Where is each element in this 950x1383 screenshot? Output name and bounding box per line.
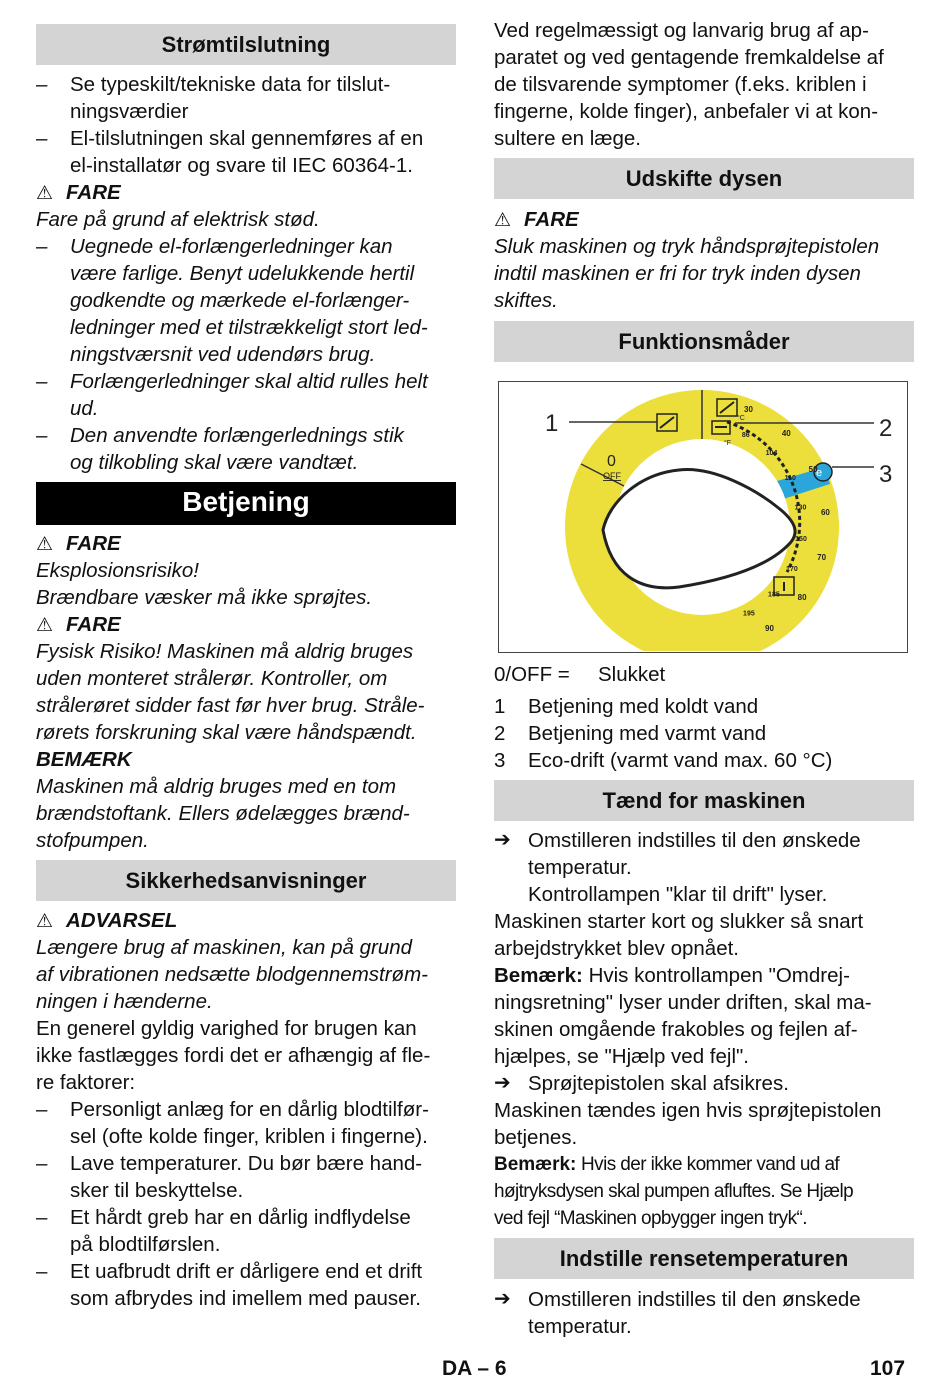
callout-2: 2 <box>879 415 893 442</box>
warning-triangle-icon: ⚠ <box>36 911 54 932</box>
body-text: En generel gyldig varighed for brugen kan <box>36 1017 417 1040</box>
list-item-cont: sker til beskyttelse. <box>70 1179 244 1202</box>
step-item: ➔ Omstilleren indstilles til den ønskede <box>494 829 861 852</box>
selector-dial-figure <box>498 381 908 653</box>
fahrenheit-tick-label: 170 <box>786 565 798 573</box>
body-text: fingerne, kolde finger), anbefaler vi at kon- <box>494 100 879 123</box>
warning-label: ⚠ FARE <box>494 206 914 233</box>
page-number: 107 <box>870 1357 906 1380</box>
body-text: Maskinen starter kort og slukker så snart <box>494 910 864 933</box>
warning-triangle-icon: ⚠ <box>494 210 512 231</box>
off-value: Slukket <box>598 663 666 686</box>
fahrenheit-tick-label: 130 <box>794 504 807 512</box>
list-item: – Personligt anlæg for en dårlig blodtilfør- <box>36 1098 429 1121</box>
list-item: 1 Betjening med koldt vand <box>494 695 759 718</box>
warning-text: Fare på grund af elektrisk stød. <box>36 208 320 231</box>
celsius-tick-label: 60 <box>820 508 830 518</box>
fahrenheit-tick-label: 185 <box>768 591 780 599</box>
arrow-right-icon: ➔ <box>494 1288 511 1310</box>
list-item-cont: el-installatør og svare til IEC 60364-1. <box>70 154 413 177</box>
arrow-right-icon: ➔ <box>494 829 511 851</box>
svg-text:°C: °C <box>737 415 745 422</box>
svg-text:°F: °F <box>724 440 732 447</box>
sikker-block <box>36 907 456 1312</box>
list-item-cont: sel (ofte kolde finger, kriblen i fingerne). <box>70 1125 428 1148</box>
note-text: ved fejl “Maskinen opbygger ingen tryk“. <box>494 1208 807 1229</box>
list-item-cont: være farlige. Benyt udelukkende hertil <box>70 262 415 285</box>
warning-text: ningen i hænderne. <box>36 990 213 1013</box>
warning-text: Brændbare væsker må ikke sprøjtes. <box>36 586 373 609</box>
body-text: paratet og ved gentagende fremkaldelse af <box>494 46 884 69</box>
off-zero-label: 0 <box>607 453 616 470</box>
warning-text: strålerøret sidder fast før hver brug. Stråle- <box>36 694 425 717</box>
callout-3: 3 <box>879 461 893 488</box>
celsius-tick-label: 40 <box>781 429 791 439</box>
warning-triangle-icon: ⚠ <box>36 534 54 555</box>
celsius-tick-label: 30 <box>744 405 753 414</box>
list-item: – Forlængerledninger skal altid rulles helt <box>36 370 428 393</box>
warning-label: ⚠ FARE <box>36 179 456 206</box>
warning-label: ⚠ FARE <box>36 611 456 638</box>
warning-text: Eksplosionsrisiko! <box>36 559 199 582</box>
note-text: skinen omgående frakobles og fejlen af- <box>494 1018 858 1041</box>
list-item-cont: ledninger med et tilstrækkeligt stort led- <box>70 316 428 339</box>
list-item: 2 Betjening med varmt vand <box>494 722 767 745</box>
heading-funktionsmader: Funktionsmåder <box>494 321 914 362</box>
warning-text: Længere brug af maskinen, kan på grund <box>36 936 413 959</box>
list-item-cont: som afbrydes ind imellem med pauser. <box>70 1287 421 1310</box>
step-item: ➔ Omstilleren indstilles til den ønskede <box>494 1288 861 1311</box>
warning-text: uden monteret strålerør. Kontroller, om <box>36 667 388 690</box>
warning-text: skiftes. <box>494 289 558 312</box>
intro-block <box>494 17 914 152</box>
fahrenheit-tick-label: 150 <box>795 535 807 543</box>
heading-indstille-rensetemperaturen: Indstille rensetemperaturen <box>494 1238 914 1279</box>
betjening-block <box>36 530 456 854</box>
arrow-right-icon: ➔ <box>494 1072 511 1094</box>
list-item-cont: ningstværsnit ved udendørs brug. <box>70 343 376 366</box>
list-item-cont: ud. <box>70 397 99 420</box>
list-item: – Et hårdt greb har en dårlig indflydelse <box>36 1206 411 1229</box>
warning-label: ⚠ ADVARSEL <box>36 907 456 934</box>
list-item: – Se typeskilt/tekniske data for tilslut- <box>36 73 391 96</box>
celsius-tick-label: 50 <box>808 465 818 474</box>
body-text: Maskinen tændes igen hvis sprøjtepistolen <box>494 1099 882 1122</box>
warning-text: af vibrationen nedsætte blodgennemstrøm- <box>36 963 428 986</box>
warning-label: ⚠ FARE <box>36 530 456 557</box>
step-item: ➔ Sprøjtepistolen skal afsikres. <box>494 1072 789 1095</box>
svg-text:e: e <box>815 467 823 479</box>
off-key: 0/OFF = <box>494 663 570 686</box>
list-item-cont: godkendte og mærkede el-forlænger- <box>70 289 410 312</box>
fahrenheit-tick-label: 104 <box>765 450 778 458</box>
dysen-block <box>494 206 914 314</box>
note-text: Bemærk: Hvis der ikke kommer vand ud af <box>494 1154 840 1175</box>
dial-illustration <box>499 382 906 651</box>
step-item-cont: temperatur. <box>528 1315 632 1338</box>
indstille-block <box>494 1286 914 1340</box>
heading-taend-for-maskinen: Tænd for maskinen <box>494 780 914 821</box>
list-item: – Lave temperaturer. Du bør bære hand- <box>36 1152 423 1175</box>
celsius-tick-label: 80 <box>797 593 807 603</box>
celsius-tick-label: 90 <box>765 624 774 633</box>
list-item: – El-tilslutningen skal gennemføres af en <box>36 127 424 150</box>
warning-triangle-icon: ⚠ <box>36 615 54 636</box>
body-text: arbejdstrykket blev opnået. <box>494 937 739 960</box>
step-item-cont: temperatur. <box>528 856 632 879</box>
note-text: ningsretning" lyser under driften, skal ma- <box>494 991 872 1014</box>
list-item-cont: på blodtilførslen. <box>70 1233 221 1256</box>
notice-text: Maskinen må aldrig bruges med en tom <box>36 775 397 798</box>
heading-sikkerhedsanvisninger: Sikkerhedsanvisninger <box>36 860 456 901</box>
taend-block <box>494 827 914 1232</box>
list-item: – Uegnede el-forlængerledninger kan <box>36 235 393 258</box>
notice-text: brændstoftank. Ellers ødelægges brænd- <box>36 802 410 825</box>
fahrenheit-tick-label: 110 <box>784 475 796 483</box>
body-text: ikke fastlægges fordi det er afhængig af fle- <box>36 1044 431 1067</box>
list-item: 3 Eco-drift (varmt vand max. 60 °C) <box>494 749 833 772</box>
warning-text: Sluk maskinen og tryk håndsprøjtepistolen <box>494 235 880 258</box>
heading-stromtilslutning: Strømtilslutning <box>36 24 456 65</box>
fahrenheit-tick-label: 195 <box>743 610 755 618</box>
notice-label: BEMÆRK <box>36 748 132 771</box>
list-item: – Et uafbrudt drift er dårligere end et drift <box>36 1260 423 1283</box>
list-item: – Den anvendte forlængerlednings stik <box>36 424 404 447</box>
step-result: Kontrollampen "klar til drift" lyser. <box>528 883 828 906</box>
body-text: sultere en læge. <box>494 127 642 150</box>
warning-text: Fysisk Risiko! Maskinen må aldrig bruges <box>36 640 414 663</box>
warning-text: indtil maskinen er fri for tryk inden dysen <box>494 262 861 285</box>
heading-betjening: Betjening <box>36 482 456 525</box>
off-label: OFF <box>603 471 621 481</box>
body-text: re faktorer: <box>36 1071 136 1094</box>
note-text: hjælpes, se "Hjælp ved fejl". <box>494 1045 749 1068</box>
strom-list <box>36 71 456 476</box>
note-text: Bemærk: Hvis kontrollampen "Omdrej- <box>494 964 850 987</box>
body-text: Ved regelmæssigt og lanvarig brug af ap- <box>494 19 869 42</box>
mode-legend <box>494 661 914 774</box>
footer-section: DA – 6 <box>442 1357 507 1380</box>
warning-text: rørets forskruning skal være håndspændt. <box>36 721 417 744</box>
note-text: højtryksdysen skal pumpen afluftes. Se Hjælp <box>494 1181 854 1202</box>
list-item-cont: ningsværdier <box>70 100 189 123</box>
celsius-tick-label: 70 <box>817 552 827 562</box>
body-text: betjenes. <box>494 1126 578 1149</box>
body-text: de tilsvarende symptomer (f.eks. kriblen i <box>494 73 867 96</box>
fahrenheit-tick-label: 86 <box>741 432 750 440</box>
callout-1: 1 <box>545 410 559 437</box>
heading-udskifte-dysen: Udskifte dysen <box>494 158 914 199</box>
warning-triangle-icon: ⚠ <box>36 183 54 204</box>
notice-text: stofpumpen. <box>36 829 149 852</box>
list-item-cont: og tilkobling skal være vandtæt. <box>70 451 359 474</box>
